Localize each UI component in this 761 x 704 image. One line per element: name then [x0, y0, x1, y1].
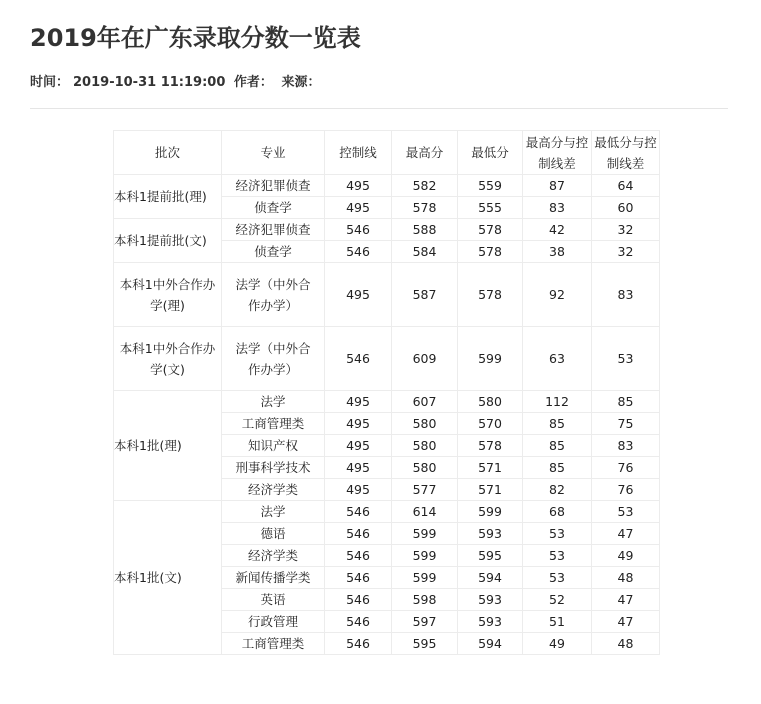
time-label: 时间：: [30, 75, 70, 90]
control-line-cell: 546: [325, 501, 392, 523]
control-line-cell: 495: [325, 391, 392, 413]
batch-cell: 本科1提前批(文): [114, 219, 222, 263]
max-score-cell: 580: [392, 457, 458, 479]
header-control-line: 控制线: [325, 131, 392, 175]
major-cell: 新闻传播学类: [222, 567, 325, 589]
batch-cell: 本科1中外合作办学(理): [114, 263, 222, 327]
min-diff-cell: 75: [592, 413, 660, 435]
table-row: [114, 391, 660, 413]
max-diff-cell: 87: [523, 175, 592, 197]
max-diff-cell: 53: [523, 567, 592, 589]
batch-cell: 本科1批(文): [114, 501, 222, 655]
min-score-cell: 559: [458, 175, 523, 197]
max-diff-cell: 51: [523, 611, 592, 633]
min-diff-cell: 83: [592, 263, 660, 327]
min-diff-cell: 47: [592, 611, 660, 633]
table-row: [114, 263, 660, 327]
divider: [30, 108, 728, 109]
major-cell: 工商管理类: [222, 413, 325, 435]
control-line-cell: 546: [325, 523, 392, 545]
max-score-cell: 607: [392, 391, 458, 413]
source-label: 来源：: [281, 75, 321, 90]
min-score-cell: 599: [458, 327, 523, 391]
min-score-cell: 571: [458, 479, 523, 501]
max-diff-cell: 63: [523, 327, 592, 391]
min-score-cell: 580: [458, 391, 523, 413]
max-diff-cell: 92: [523, 263, 592, 327]
max-score-cell: 580: [392, 435, 458, 457]
table-row: [114, 175, 660, 197]
min-diff-cell: 76: [592, 479, 660, 501]
control-line-cell: 495: [325, 263, 392, 327]
max-diff-cell: 49: [523, 633, 592, 655]
max-diff-cell: 52: [523, 589, 592, 611]
admission-scores-table: [113, 130, 660, 655]
min-diff-cell: 85: [592, 391, 660, 413]
major-cell: 法学（中外合作办学）: [222, 327, 325, 391]
control-line-cell: 546: [325, 567, 392, 589]
control-line-cell: 546: [325, 633, 392, 655]
batch-cell: 本科1提前批(理): [114, 175, 222, 219]
control-line-cell: 546: [325, 611, 392, 633]
major-cell: 经济犯罪侦查: [222, 175, 325, 197]
major-cell: 经济学类: [222, 545, 325, 567]
min-diff-cell: 32: [592, 241, 660, 263]
batch-cell: 本科1批(理): [114, 391, 222, 501]
min-score-cell: 578: [458, 219, 523, 241]
min-diff-cell: 83: [592, 435, 660, 457]
max-score-cell: 588: [392, 219, 458, 241]
header-max-diff: 最高分与控制线差: [523, 131, 592, 175]
major-cell: 侦查学: [222, 241, 325, 263]
min-score-cell: 578: [458, 241, 523, 263]
min-score-cell: 594: [458, 633, 523, 655]
max-diff-cell: 85: [523, 413, 592, 435]
max-diff-cell: 53: [523, 545, 592, 567]
min-score-cell: 593: [458, 589, 523, 611]
major-cell: 工商管理类: [222, 633, 325, 655]
max-score-cell: 587: [392, 263, 458, 327]
min-score-cell: 593: [458, 523, 523, 545]
min-diff-cell: 47: [592, 523, 660, 545]
min-score-cell: 578: [458, 435, 523, 457]
max-diff-cell: 68: [523, 501, 592, 523]
max-score-cell: 599: [392, 545, 458, 567]
min-score-cell: 570: [458, 413, 523, 435]
article-meta: [30, 71, 324, 90]
control-line-cell: 495: [325, 413, 392, 435]
max-score-cell: 577: [392, 479, 458, 501]
major-cell: 法学（中外合作办学）: [222, 263, 325, 327]
max-score-cell: 582: [392, 175, 458, 197]
control-line-cell: 495: [325, 175, 392, 197]
max-score-cell: 599: [392, 523, 458, 545]
min-diff-cell: 53: [592, 501, 660, 523]
author-label: 作者：: [233, 75, 273, 90]
max-diff-cell: 83: [523, 197, 592, 219]
time-value: 2019-10-31 11:19:00: [73, 75, 226, 90]
min-diff-cell: 32: [592, 219, 660, 241]
min-diff-cell: 53: [592, 327, 660, 391]
major-cell: 刑事科学技术: [222, 457, 325, 479]
max-score-cell: 597: [392, 611, 458, 633]
max-score-cell: 614: [392, 501, 458, 523]
control-line-cell: 546: [325, 241, 392, 263]
major-cell: 经济犯罪侦查: [222, 219, 325, 241]
max-diff-cell: 85: [523, 435, 592, 457]
header-min-score: 最低分: [458, 131, 523, 175]
min-diff-cell: 64: [592, 175, 660, 197]
min-diff-cell: 48: [592, 567, 660, 589]
min-score-cell: 593: [458, 611, 523, 633]
page-title: 2019年在广东录取分数一览表: [30, 24, 361, 52]
major-cell: 法学: [222, 391, 325, 413]
max-diff-cell: 53: [523, 523, 592, 545]
control-line-cell: 495: [325, 479, 392, 501]
max-score-cell: 595: [392, 633, 458, 655]
max-diff-cell: 42: [523, 219, 592, 241]
control-line-cell: 546: [325, 219, 392, 241]
batch-cell: 本科1中外合作办学(文): [114, 327, 222, 391]
max-score-cell: 599: [392, 567, 458, 589]
min-score-cell: 571: [458, 457, 523, 479]
major-cell: 德语: [222, 523, 325, 545]
max-diff-cell: 38: [523, 241, 592, 263]
control-line-cell: 546: [325, 327, 392, 391]
table-row: [114, 327, 660, 391]
major-cell: 行政管理: [222, 611, 325, 633]
table-row: [114, 501, 660, 523]
control-line-cell: 546: [325, 589, 392, 611]
max-score-cell: 584: [392, 241, 458, 263]
major-cell: 知识产权: [222, 435, 325, 457]
header-min-diff: 最低分与控制线差: [592, 131, 660, 175]
min-score-cell: 578: [458, 263, 523, 327]
control-line-cell: 495: [325, 435, 392, 457]
max-score-cell: 609: [392, 327, 458, 391]
max-diff-cell: 112: [523, 391, 592, 413]
min-diff-cell: 60: [592, 197, 660, 219]
min-score-cell: 595: [458, 545, 523, 567]
table-header-row: [114, 131, 660, 175]
min-diff-cell: 47: [592, 589, 660, 611]
min-diff-cell: 49: [592, 545, 660, 567]
max-score-cell: 598: [392, 589, 458, 611]
table-row: [114, 219, 660, 241]
max-score-cell: 578: [392, 197, 458, 219]
control-line-cell: 546: [325, 545, 392, 567]
header-major: 专业: [222, 131, 325, 175]
major-cell: 侦查学: [222, 197, 325, 219]
min-score-cell: 555: [458, 197, 523, 219]
control-line-cell: 495: [325, 457, 392, 479]
major-cell: 法学: [222, 501, 325, 523]
min-diff-cell: 48: [592, 633, 660, 655]
header-batch: 批次: [114, 131, 222, 175]
min-score-cell: 599: [458, 501, 523, 523]
major-cell: 经济学类: [222, 479, 325, 501]
max-diff-cell: 82: [523, 479, 592, 501]
min-diff-cell: 76: [592, 457, 660, 479]
control-line-cell: 495: [325, 197, 392, 219]
max-diff-cell: 85: [523, 457, 592, 479]
major-cell: 英语: [222, 589, 325, 611]
header-max-score: 最高分: [392, 131, 458, 175]
min-score-cell: 594: [458, 567, 523, 589]
max-score-cell: 580: [392, 413, 458, 435]
